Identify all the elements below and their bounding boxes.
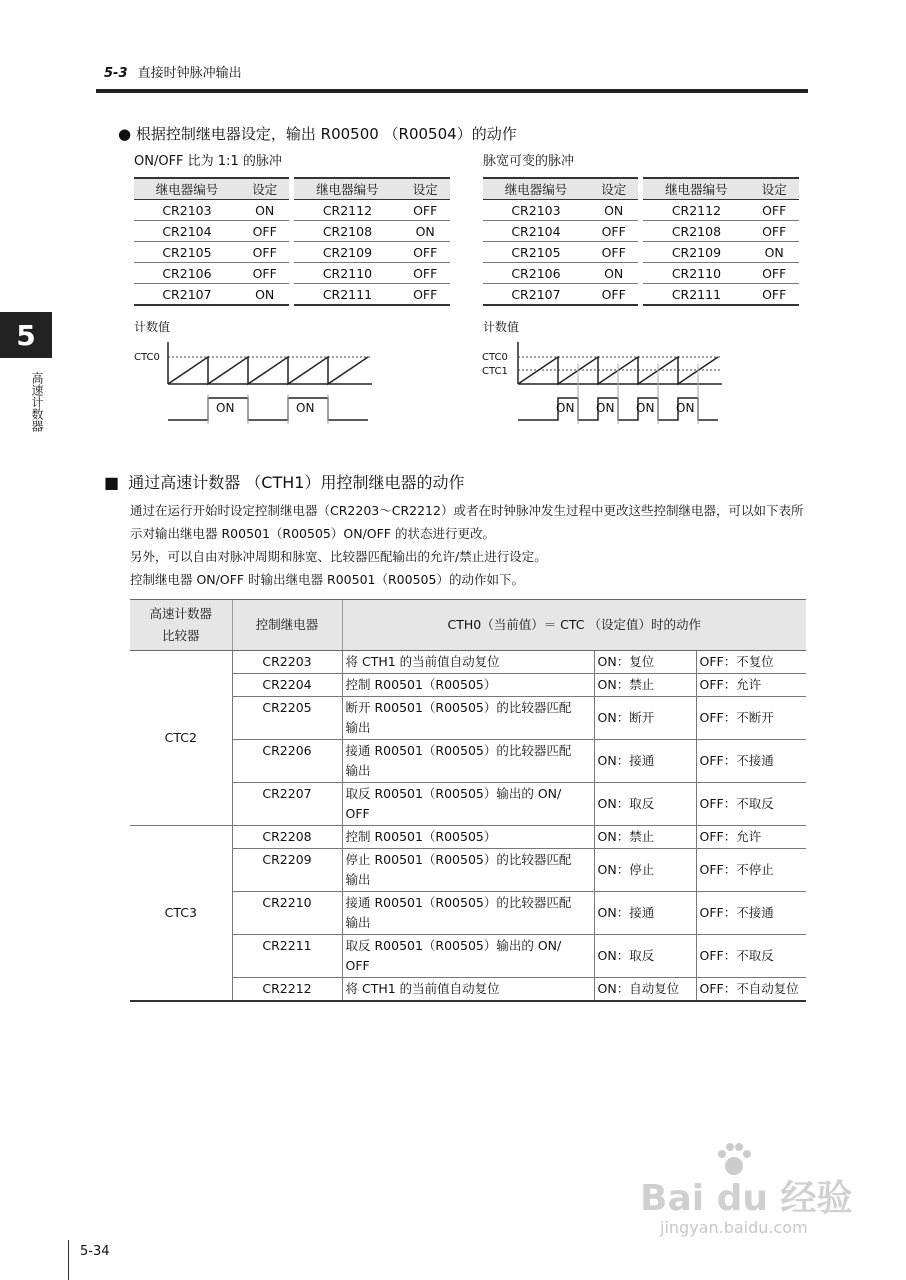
relay-cell: CR2112 — [294, 200, 400, 221]
table-row — [483, 200, 799, 221]
relay-cell: CR2211 — [232, 935, 342, 978]
table-row — [483, 221, 799, 242]
header-action: CTH0（当前值）＝ CTC （设定值）时的动作 — [342, 600, 806, 651]
on-label: ON — [296, 401, 315, 415]
table-row — [134, 221, 450, 242]
desc-cell: 接通 R00501（R00505）的比较器匹配 输出 — [342, 740, 594, 783]
set-cell: OFF — [589, 221, 639, 242]
waveform-left — [160, 340, 380, 430]
on-label: ON — [636, 401, 655, 415]
table-row — [134, 263, 450, 284]
page-number: 5-34 — [80, 1244, 110, 1259]
section-number: 5-3 — [104, 66, 128, 81]
relay-cell: CR2105 — [483, 242, 589, 263]
watermark-url: jingyan.baidu.com — [660, 1218, 808, 1237]
left-subtitle: ON/OFF 比为 1:1 的脉冲 — [134, 154, 282, 169]
set-cell: OFF — [589, 242, 639, 263]
on-cell: ON：取反 — [594, 935, 696, 978]
set-cell: ON — [589, 263, 639, 284]
col-relay: 继电器编号 — [483, 178, 589, 200]
desc-cell: 接通 R00501（R00505）的比较器匹配 输出 — [342, 892, 594, 935]
set-cell: ON — [240, 284, 290, 306]
relay-cell: CR2110 — [643, 263, 749, 284]
relay-cell: CR2103 — [483, 200, 589, 221]
relay-cell: CR2112 — [643, 200, 749, 221]
off-cell: OFF：不复位 — [696, 651, 806, 674]
desc-cell: 取反 R00501（R00505）输出的 ON/ OFF — [342, 935, 594, 978]
table-row — [483, 242, 799, 263]
ctc0-label-right: CTC0 — [482, 352, 508, 363]
set-cell: OFF — [400, 284, 450, 306]
table-row — [134, 284, 450, 306]
off-cell: OFF：不取反 — [696, 783, 806, 826]
on-cell: ON：复位 — [594, 651, 696, 674]
desc-cell: 将 CTH1 的当前值自动复位 — [342, 978, 594, 1002]
set-cell: OFF — [400, 200, 450, 221]
header-relay: 控制继电器 — [232, 600, 342, 651]
col-set: 设定 — [749, 178, 799, 200]
off-cell: OFF：不自动复位 — [696, 978, 806, 1002]
set-cell: OFF — [749, 221, 799, 242]
section2-title-text: 通过高速计数器 （CTH1）用控制继电器的动作 — [128, 473, 465, 492]
count-label-right: 计数值 — [483, 320, 520, 334]
set-cell: OFF — [749, 200, 799, 221]
section2-title — [104, 470, 464, 493]
relay-cell: CR2206 — [232, 740, 342, 783]
on-cell: ON：停止 — [594, 849, 696, 892]
on-label: ON — [556, 401, 575, 415]
table-row — [130, 740, 806, 783]
relay-cell: CR2111 — [643, 284, 749, 306]
left-relay-table — [134, 177, 450, 306]
table-row — [130, 978, 806, 1002]
relay-cell: CR2204 — [232, 674, 342, 697]
table-row — [130, 674, 806, 697]
col-set: 设定 — [589, 178, 639, 200]
col-set: 设定 — [240, 178, 290, 200]
relay-cell: CR2106 — [134, 263, 240, 284]
group-ctc2: CTC2 — [130, 651, 232, 826]
relay-cell: CR2105 — [134, 242, 240, 263]
table-row — [483, 284, 799, 306]
square-bullet-icon: ■ — [104, 473, 120, 492]
relay-cell: CR2106 — [483, 263, 589, 284]
set-cell: OFF — [400, 242, 450, 263]
relay-cell: CR2108 — [294, 221, 400, 242]
on-cell: ON：接通 — [594, 892, 696, 935]
right-relay-table — [483, 177, 799, 306]
group-ctc3: CTC3 — [130, 826, 232, 1002]
table-row — [130, 892, 806, 935]
desc-cell: 控制 R00501（R00505） — [342, 674, 594, 697]
on-cell: ON：接通 — [594, 740, 696, 783]
paragraph-2: 另外，可以自由对脉冲周期和脉宽、比较器匹配输出的允许/禁止进行设定。 — [130, 549, 547, 564]
off-cell: OFF：不断开 — [696, 697, 806, 740]
on-label: ON — [676, 401, 695, 415]
col-relay: 继电器编号 — [134, 178, 240, 200]
off-cell: OFF：不停止 — [696, 849, 806, 892]
table-row — [130, 783, 806, 826]
relay-cell: CR2104 — [134, 221, 240, 242]
set-cell: OFF — [240, 242, 290, 263]
relay-cell: CR2109 — [294, 242, 400, 263]
desc-cell: 停止 R00501（R00505）的比较器匹配 输出 — [342, 849, 594, 892]
set-cell: OFF — [400, 263, 450, 284]
relay-cell: CR2208 — [232, 826, 342, 849]
off-cell: OFF：不取反 — [696, 935, 806, 978]
set-cell: OFF — [240, 263, 290, 284]
on-cell: ON：取反 — [594, 783, 696, 826]
on-cell: ON：禁止 — [594, 826, 696, 849]
waveform-right — [510, 340, 730, 430]
paragraph-3: 控制继电器 ON/OFF 时输出继电器 R00501（R00505）的动作如下。 — [130, 572, 524, 587]
set-cell: ON — [400, 221, 450, 242]
table-row — [130, 826, 806, 849]
ctc1-label-right: CTC1 — [482, 366, 508, 377]
relay-cell: CR2104 — [483, 221, 589, 242]
section1-title-text: 根据控制继电器设定，输出 R00500 （R00504）的动作 — [135, 125, 517, 143]
relay-cell: CR2207 — [232, 783, 342, 826]
table-row — [130, 935, 806, 978]
set-cell: OFF — [749, 284, 799, 306]
relay-cell: CR2111 — [294, 284, 400, 306]
relay-cell: CR2103 — [134, 200, 240, 221]
chapter-number: 5 — [16, 318, 36, 352]
pulse — [168, 398, 368, 420]
col-set: 设定 — [400, 178, 450, 200]
set-cell: OFF — [749, 263, 799, 284]
count-label-left: 计数值 — [134, 320, 171, 334]
set-cell: ON — [749, 242, 799, 263]
header-comparator: 高速计数器 比较器 — [130, 600, 232, 651]
relay-cell: CR2107 — [483, 284, 589, 306]
desc-cell: 控制 R00501（R00505） — [342, 826, 594, 849]
desc-cell: 将 CTH1 的当前值自动复位 — [342, 651, 594, 674]
set-cell: OFF — [240, 221, 290, 242]
relay-cell: CR2210 — [232, 892, 342, 935]
set-cell: OFF — [589, 284, 639, 306]
right-subtitle: 脉宽可变的脉冲 — [483, 154, 575, 169]
on-label: ON — [596, 401, 615, 415]
ctc0-label-left: CTC0 — [134, 352, 160, 363]
on-cell: ON：断开 — [594, 697, 696, 740]
table-row — [130, 651, 806, 674]
relay-cell: CR2209 — [232, 849, 342, 892]
table-row — [483, 263, 799, 284]
chapter-tab — [0, 312, 52, 358]
desc-cell: 断开 R00501（R00505）的比较器匹配 输出 — [342, 697, 594, 740]
off-cell: OFF：不接通 — [696, 740, 806, 783]
col-relay: 继电器编号 — [643, 178, 749, 200]
watermark-brand: Bai du 经验 — [640, 1178, 853, 1219]
section1-title — [118, 123, 517, 144]
table-row — [134, 200, 450, 221]
section-title: 直接时钟脉冲输出 — [137, 66, 242, 81]
relay-action-table — [130, 599, 806, 1002]
off-cell: OFF：允许 — [696, 674, 806, 697]
paragraph-1: 通过在运行开始时设定控制继电器（CR2203～CR2212）或者在时钟脉冲发生过程中更改这些控制继电器，可以如下表所示对输出继电器 R00501（R00505）ON/OFF 的状态进行更改。 — [130, 503, 804, 541]
table-row — [130, 849, 806, 892]
table-row — [130, 697, 806, 740]
relay-cell: CR2212 — [232, 978, 342, 1002]
bullet-icon: ● — [118, 125, 132, 143]
relay-cell: CR2205 — [232, 697, 342, 740]
watermark — [640, 1140, 860, 1250]
section-header — [104, 62, 242, 81]
relay-cell: CR2107 — [134, 284, 240, 306]
relay-cell: CR2110 — [294, 263, 400, 284]
off-cell: OFF：不接通 — [696, 892, 806, 935]
relay-cell: CR2203 — [232, 651, 342, 674]
desc-cell: 取反 R00501（R00505）输出的 ON/ OFF — [342, 783, 594, 826]
footer-rule — [68, 1240, 69, 1280]
table-row — [134, 242, 450, 263]
on-cell: ON：自动复位 — [594, 978, 696, 1002]
on-cell: ON：禁止 — [594, 674, 696, 697]
set-cell: ON — [589, 200, 639, 221]
sawtooth — [168, 357, 368, 384]
on-label: ON — [216, 401, 235, 415]
relay-cell: CR2108 — [643, 221, 749, 242]
relay-cell: CR2109 — [643, 242, 749, 263]
off-cell: OFF：允许 — [696, 826, 806, 849]
chapter-label: 高速计数器 — [30, 372, 44, 432]
header-rule — [96, 89, 808, 93]
col-relay: 继电器编号 — [294, 178, 400, 200]
set-cell: ON — [240, 200, 290, 221]
